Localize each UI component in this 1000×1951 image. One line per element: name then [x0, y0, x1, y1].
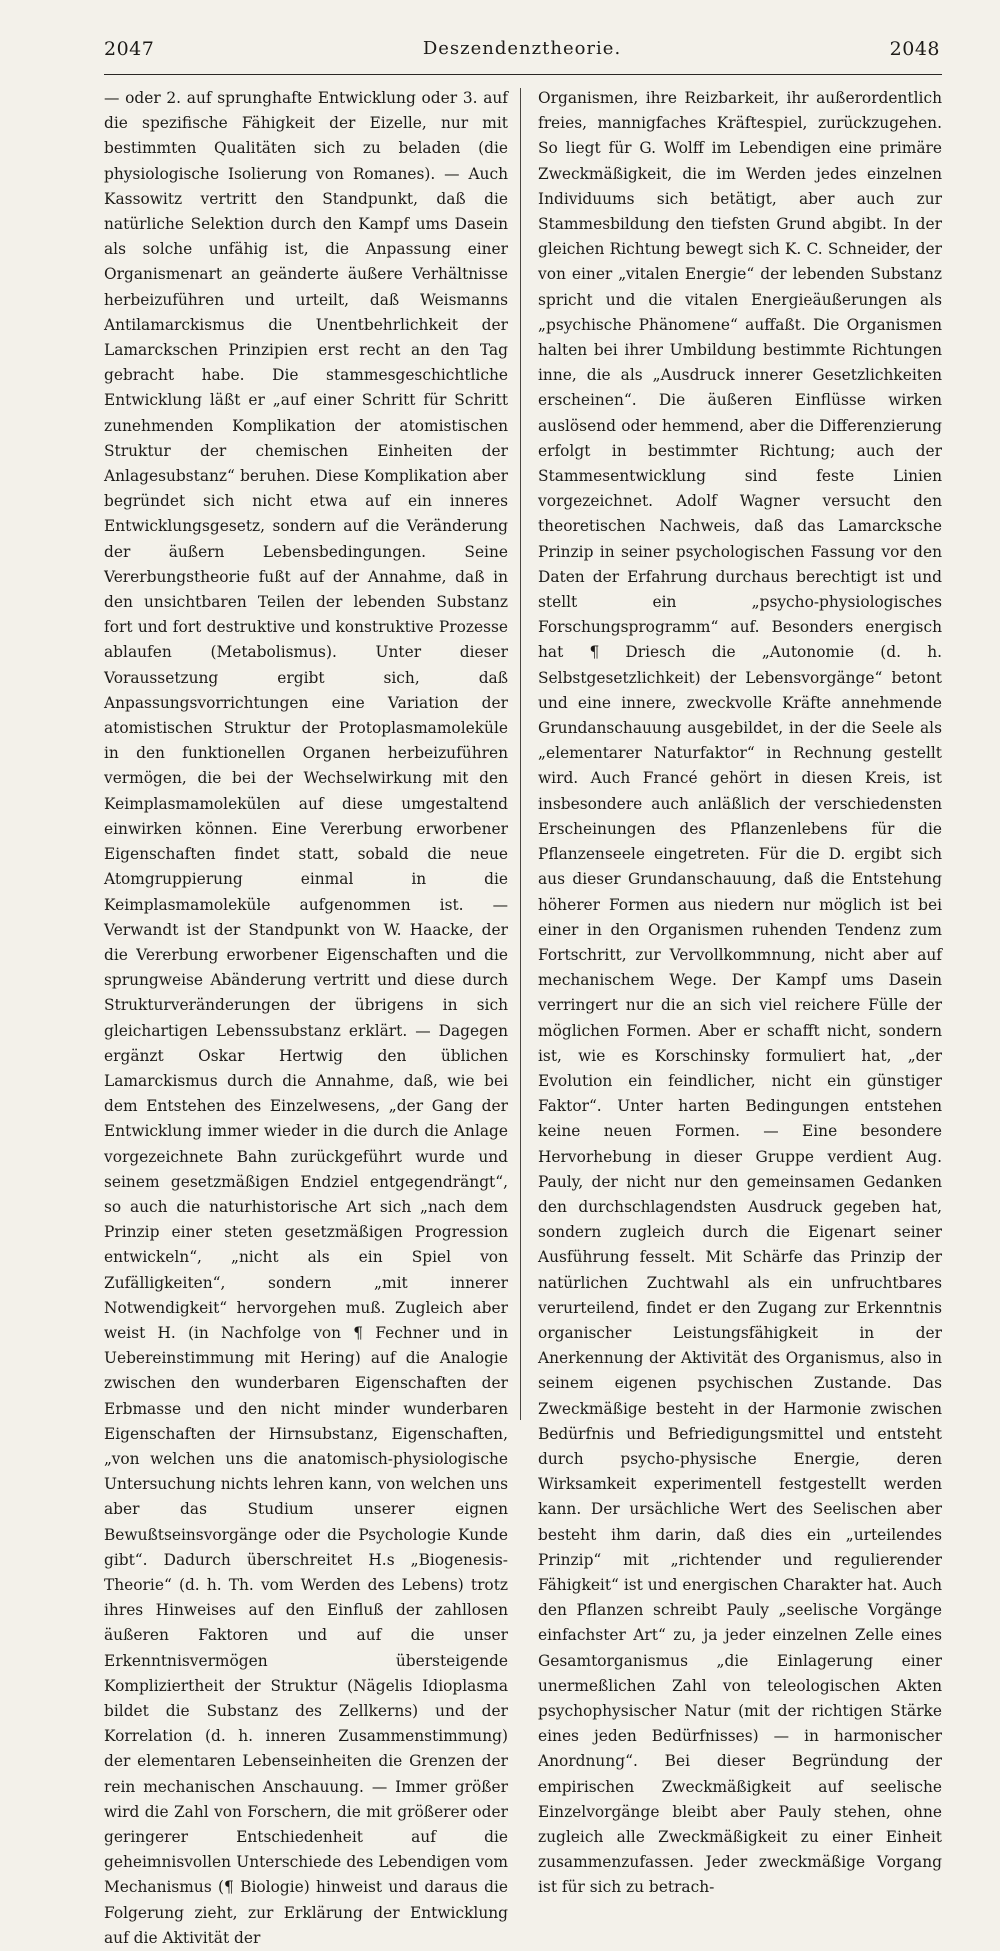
text-column-right — [538, 86, 942, 1897]
page-number-right: 2048 — [889, 38, 940, 60]
page-number-left: 2047 — [104, 38, 155, 60]
column-left-text: — oder 2. auf sprunghafte Entwicklung oder 3. auf die spezifische Fähigkeit der Eizelle, nur mit bestimmten Qualitäten sich zu beladen (die physiologische Isolierung von Romanes). — Auch Kassowitz vertritt den Standpunkt, daß die natürliche Selektion durch den Kampf ums Dasein als solche unfähig ist, die Anpassung einer Organismenart an geänderte äußere Verhältnisse herbeizuführen und urteilt, daß Weismanns Antilamarckismus die Unentbehrlichkeit der Lamarckschen Prinzipien erst recht an den Tag gebracht habe. Die stammesgeschichtliche Entwicklung läßt er „auf einer Schritt für Schritt zunehmenden Komplikation der atomistischen Struktur der chemischen Einheiten der Anlagesubstanz“ beruhen. Diese Komplikation aber begründet sich nicht etwa auf ein inneres Entwicklungsgesetz, sondern auf die Veränderung der äußern Lebensbedingungen. Seine Vererbungstheorie fußt auf der Annahme, daß in den unsichtbaren Teilen der lebenden Substanz fort und fort destruktive und konstruktive Prozesse ablaufen (Metabolismus). Unter dieser Voraussetzung ergibt sich, daß Anpassungsvorrichtungen eine Variation der atomistischen Struktur der Protoplasmamoleküle in den funktionellen Organen herbeizuführen vermögen, die bei der Wechselwirkung mit den Keimplasmamolekülen auf diese umgestaltend einwirken können. Eine Vererbung erworbener Eigenschaften findet statt, sobald die neue Atomgruppierung einmal in die Keimplasmamoleküle aufgenommen ist. — Verwandt ist der Standpunkt von W. Haacke, der die Vererbung erworbener Eigenschaften und die sprungweise Abänderung vertritt und diese durch Strukturveränderungen der übrigens in sich gleichartigen Lebenssubstanz erklärt. — Dagegen ergänzt Oskar Hertwig den üblichen Lamarckismus durch die Annahme, daß, wie bei dem Entstehen des Einzelwesens, „der Gang der Entwicklung immer wieder in die durch die Anlage vorgezeichnete Bahn zurückgeführt wurde und seinem gesetzmäßigen Endziel entgegendrängt“, so auch die naturhistorische Art sich „nach dem Prinzip einer steten gesetzmäßigen Progression entwickeln“, „nicht als ein Spiel von Zufälligkeiten“, sondern „mit innerer Notwendigkeit“ hervorgehen muß. Zugleich aber weist H. (in Nachfolge von ¶ Fechner und in Uebereinstimmung mit Hering) auf die Analogie zwischen den wunderbaren Eigenschaften der Erbmasse und den nicht minder wunderbaren Eigenschaften der Hirnsubstanz, Eigenschaften, „von welchen uns die anatomisch-physiologische Untersuchung nichts lehren kann, von welchen uns aber das Studium unserer eignen Bewußtseinsvorgänge oder die Psychologie Kunde gibt“. Dadurch überschreitet H.s „Biogenesis-Theorie“ (d. h. Th. vom Werden des Lebens) trotz ihres Hinweises auf den Einfluß der zahllosen äußeren Faktoren und auf die unser Erkenntnisvermögen übersteigende Kompliziertheit der Struktur (Nägelis Idioplasma bildet die Substanz des Zellkerns) und der Korrelation (d. h. inneren Zusammenstimmung) der elementaren Lebenseinheiten die Grenzen der rein mechanischen Anschauung. — Immer größer wird die Zahl von Forschern, die mit größerer oder geringerer Entschiedenheit auf die geheimnisvollen Unterschiede des Lebendigen vom Mechanismus (¶ Biologie) hinweist und daraus die Folgerung zieht, zur Erklärung der Entwicklung auf die Aktivität der — [104, 89, 508, 1947]
column-right-text: Organismen, ihre Reizbarkeit, ihr außerordentlich freies, mannigfaches Kräftespiel, zurückzugehen. So liegt für G. Wolff im Lebendigen eine primäre Zweckmäßigkeit, die im Werden jedes einzelnen Individuums sich betätigt, aber auch zur Stammesbildung den tiefsten Grund abgibt. In der gleichen Richtung bewegt sich K. C. Schneider, der von einer „vitalen Energie“ der lebenden Substanz spricht und die vitalen Energieäußerungen als „psychische Phänomene“ auffaßt. Die Organismen halten bei ihrer Umbildung bestimmte Richtungen inne, die als „Ausdruck innerer Gesetzlichkeiten erscheinen“. Die äußeren Einflüsse wirken auslösend oder hemmend, aber die Differenzierung erfolgt in bestimmter Richtung; auch der Stammesentwicklung sind feste Linien vorgezeichnet. Adolf Wagner versucht den theoretischen Nachweis, daß das Lamarcksche Prinzip in seiner psychologischen Fassung vor den Daten der Erfahrung durchaus berechtigt ist und stellt ein „psycho-physiologisches Forschungsprogramm“ auf. Besonders energisch hat ¶ Driesch die „Autonomie (d. h. Selbstgesetzlichkeit) der Lebensvorgänge“ betont und eine innere, zweckvolle Kräfte annehmende Grundanschauung ausgebildet, in der die Seele als „elementarer Naturfaktor“ in Rechnung gestellt wird. Auch Francé gehört in diesen Kreis, ist insbesondere auch anläßlich der verschiedensten Erscheinungen des Pflanzenlebens für die Pflanzenseele eingetreten. Für die D. ergibt sich aus dieser Grundanschauung, daß die Entstehung höherer Formen aus niedern nur möglich ist bei einer in den Organismen ruhenden Tendenz zum Fortschritt, zur Vervollkommnung, nicht aber auf mechanischem Wege. Der Kampf ums Dasein verringert nur die an sich viel reichere Fülle der möglichen Formen. Aber er schafft nicht, sondern ist, wie es Korschinsky formuliert hat, „der Evolution ein feindlicher, nicht ein günstiger Faktor“. Unter harten Bedingungen entstehen keine neuen Formen. — Eine besondere Hervorhebung in dieser Gruppe verdient Aug. Pauly, der nicht nur den gemeinsamen Gedanken den durchschlagendsten Ausdruck gegeben hat, sondern zugleich durch die Eigenart seiner Ausführung fesselt. Mit Schärfe das Prinzip der natürlichen Zuchtwahl als ein unfruchtbares verurteilend, findet er den Zugang zur Erkenntnis organischer Leistungsfähigkeit in der Anerkennung der Aktivität des Organismus, also in seinem eigenen psychischen Zustande. Das Zweckmäßige besteht in der Harmonie zwischen Bedürfnis und Befriedigungsmittel und entsteht durch psycho-physische Energie, deren Wirksamkeit experimentell festgestellt werden kann. Der ursächliche Wert des Seelischen aber besteht ihm darin, daß dies ein „urteilendes Prinzip“ mit „richtender und regulierender Fähigkeit“ ist und energischen Charakter hat. Auch den Pflanzen schreibt Pauly „seelische Vorgänge einfachster Art“ zu, ja jeder einzelnen Zelle eines Gesamtorganismus „die Einlagerung einer unermeßlichen Zahl von teleologischen Akten psychophysischer Natur (mit der richtigen Stärke eines jeden Bedürfnisses) — in harmonischer Anordnung“. Bei dieser Begründung der empirischen Zweckmäßigkeit auf seelische Einzelvorgänge bleibt aber Pauly stehen, ohne zugleich alle Zweckmäßigkeit zu einer Einheit zusammenzufassen. Jeder zweckmäßige Vorgang ist für sich zu betrach- — [538, 89, 942, 1897]
page-header — [104, 38, 940, 78]
header-rule — [104, 74, 942, 75]
running-title: Deszendenztheorie. — [422, 38, 622, 59]
text-column-left — [104, 86, 508, 1947]
column-divider — [520, 88, 521, 1420]
